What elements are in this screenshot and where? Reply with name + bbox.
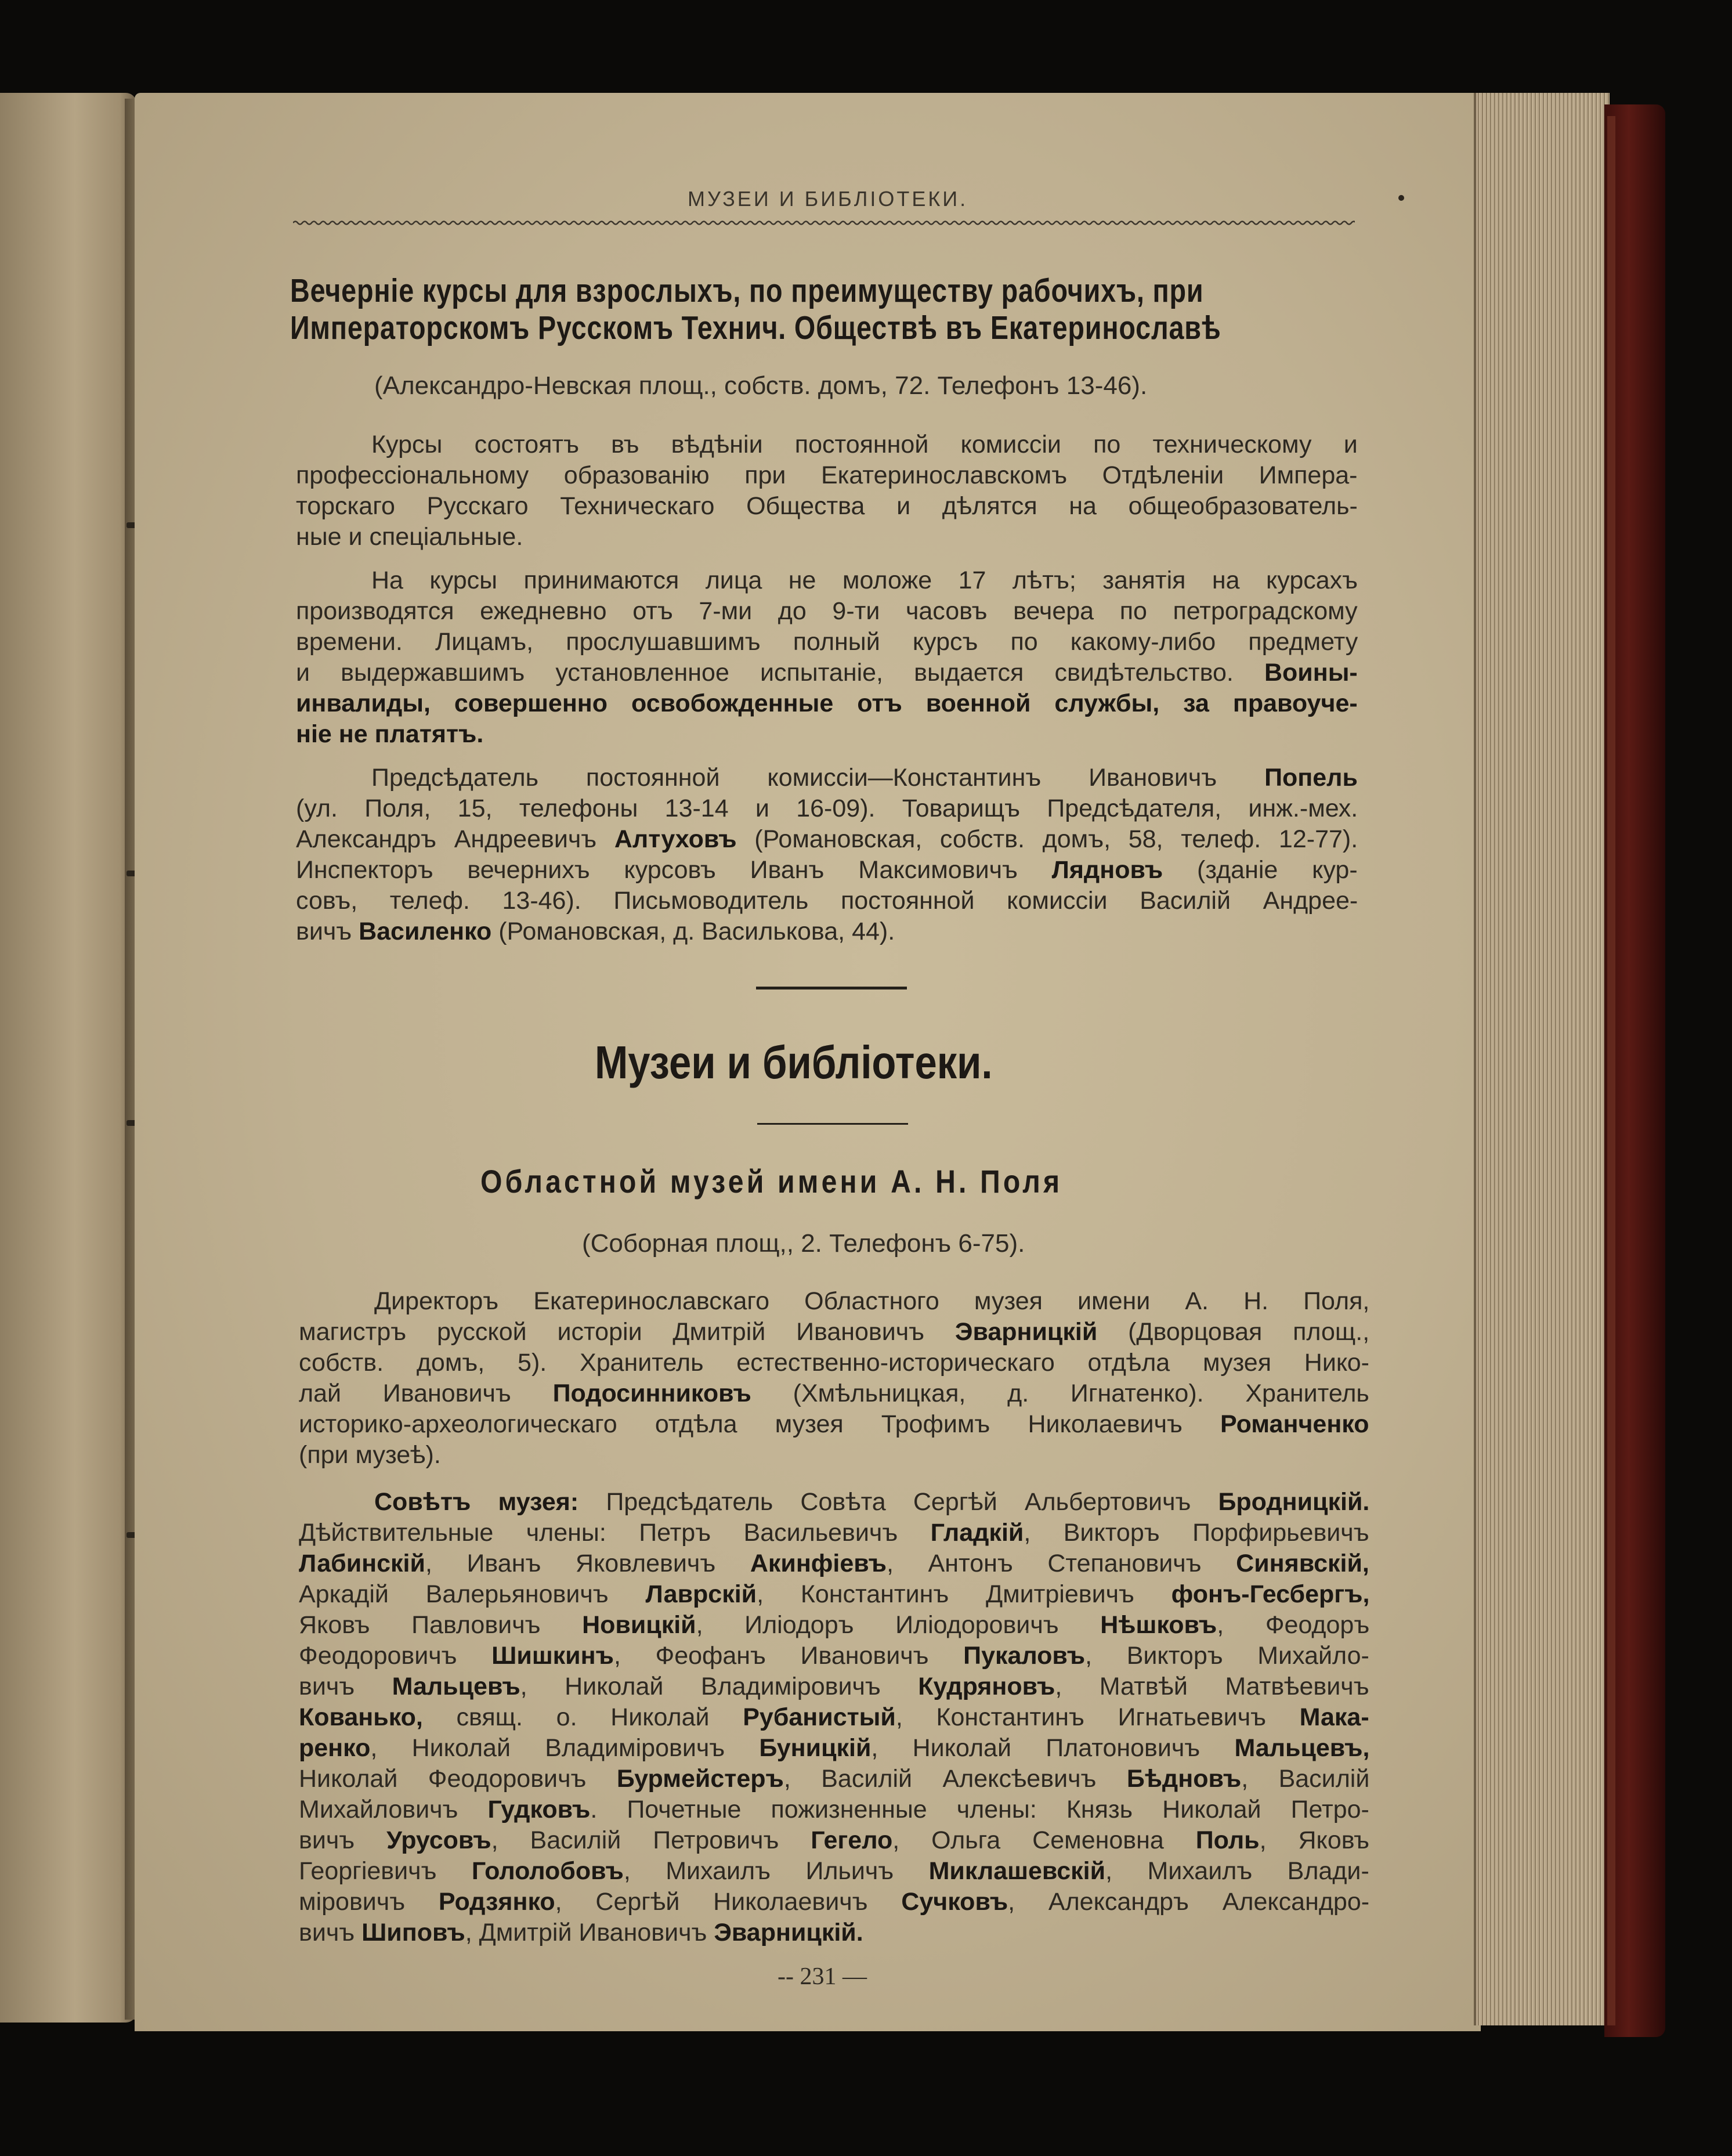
text-run: (Хмѣльницкая, д. Игнатенко). Хранитель <box>751 1379 1369 1407</box>
text-run: , Феодоръ <box>1217 1611 1370 1639</box>
text-run: , Сергѣй Николаевичъ <box>555 1888 902 1916</box>
bold-text: Мака- <box>1299 1703 1369 1731</box>
text-line <box>299 1349 1369 1377</box>
text-run: На курсы принимаются лица не моложе 17 лѣтъ; занятія на курсахъ <box>371 566 1358 594</box>
text-run: вичъ <box>299 1673 392 1700</box>
text-line <box>299 1826 1369 1855</box>
text-run: Александръ Андреевичъ <box>296 825 614 853</box>
text-run: вичъ <box>299 1826 387 1854</box>
text-run: Феодоровичъ <box>299 1642 492 1670</box>
bold-text: Совѣтъ музея: <box>374 1488 579 1516</box>
text-line <box>299 1734 1369 1763</box>
page-mark-dot <box>1398 195 1404 201</box>
cover-edge <box>1607 116 1615 2025</box>
bold-text: Мальцевъ, <box>1234 1734 1370 1762</box>
text-run: , Александръ Александро- <box>1008 1888 1370 1916</box>
text-run: производятся ежедневно отъ 7-ми до 9-ти часовъ вечера по петроградскому <box>296 597 1358 625</box>
text-run: лай Ивановичъ <box>299 1379 553 1407</box>
text-run: Курсы состоятъ въ вѣдѣніи постоянной комиссіи по техническому и <box>371 431 1358 458</box>
text-line <box>299 1673 1369 1701</box>
text-line <box>371 764 1358 792</box>
bold-text: Акинфіевъ <box>750 1550 887 1577</box>
text-line <box>296 628 1358 656</box>
text-run: (при музеѣ). <box>299 1441 441 1469</box>
text-run: . Почетные пожизненные члены: Князь Николай Петро- <box>590 1796 1369 1823</box>
text-run: , Викторъ Михайло- <box>1085 1642 1369 1670</box>
text-line <box>299 1580 1369 1609</box>
bold-text: Нѣшковъ <box>1100 1611 1217 1639</box>
bold-text: Сучковъ <box>901 1888 1008 1916</box>
text-run: вичъ <box>299 1919 362 1946</box>
bold-text: ренко <box>299 1734 371 1762</box>
bold-text: Бродницкій. <box>1218 1488 1370 1516</box>
bold-text: ніе не платятъ. <box>296 720 484 748</box>
text-line <box>299 1919 863 1947</box>
section2-address: (Соборная площ,, 2. Телефонъ 6-75). <box>582 1229 1025 1258</box>
bold-text: Лабинскій <box>299 1550 425 1577</box>
text-line <box>296 523 523 551</box>
text-run: міровичъ <box>299 1888 439 1916</box>
text-run: Георгіевичъ <box>299 1857 472 1885</box>
text-line <box>299 1857 1369 1886</box>
text-run: , Ольга Семеновна <box>892 1826 1196 1854</box>
text-run: торскаго Русскаго Техническаго Общества и дѣлятся на общеобразователь- <box>296 492 1358 520</box>
section-divider-rule <box>756 987 907 989</box>
title-divider-rule <box>757 1123 908 1125</box>
text-run: Михайловичъ <box>299 1796 488 1823</box>
section1-title-line1: Вечерніе курсы для взрослыхъ, по преимуществу рабочихъ, при <box>290 272 1204 309</box>
bold-text: Рубанистый <box>743 1703 896 1731</box>
bold-text: Гладкій <box>930 1519 1024 1547</box>
bold-text: Родзянко <box>438 1888 555 1916</box>
text-line <box>371 566 1358 595</box>
text-line <box>299 1642 1369 1670</box>
text-run: , Иліодоръ Иліодоровичъ <box>696 1611 1101 1639</box>
bold-text: Мальцевъ <box>392 1673 520 1700</box>
bold-text: Эварницкій <box>954 1318 1098 1346</box>
bold-text: Попель <box>1264 764 1358 792</box>
text-run: (ул. Поля, 15, телефоны 13-14 и 16-09). Товарищъ Предсѣдателя, инж.-мех. <box>296 794 1358 822</box>
text-line <box>296 492 1358 521</box>
text-run: , Матвѣй Матвѣевичъ <box>1055 1673 1369 1700</box>
bold-text: Пукаловъ <box>963 1642 1086 1670</box>
bold-text: Новицкій <box>582 1611 696 1639</box>
text-run: вичъ <box>296 918 359 945</box>
bold-text: Синявскій, <box>1236 1550 1369 1577</box>
bold-text: Алтуховъ <box>614 825 737 853</box>
text-line <box>296 825 1358 854</box>
main-title: Музеи и библіотеки. <box>595 1037 993 1088</box>
text-run: , Николай Владиміровичъ <box>520 1673 919 1700</box>
text-run: , Михаилъ Влади- <box>1105 1857 1369 1885</box>
text-line <box>299 1796 1369 1824</box>
text-run: , Дмитрій Ивановичъ <box>465 1919 714 1946</box>
text-run: времени. Лицамъ, прослушавшимъ полный курсъ по какому-либо предмету <box>296 628 1358 656</box>
bold-text: Кованько, <box>299 1703 423 1731</box>
text-run: , Василій Алексѣевичъ <box>783 1765 1127 1793</box>
bold-text: Лаврскій <box>645 1580 757 1608</box>
text-run: собств. домъ, 5). Хранитель естественно-историческаго отдѣла музея Никo- <box>299 1349 1369 1377</box>
text-line <box>296 659 1358 687</box>
text-run: свящ. о. Николай <box>422 1703 743 1731</box>
text-run: Инспекторъ вечернихъ курсовъ Иванъ Максимовичъ <box>296 856 1052 884</box>
header-wavy-rule <box>293 219 1355 226</box>
bold-text: Миклашевскій <box>928 1857 1106 1885</box>
text-run: Яковъ Павловичъ <box>299 1611 583 1639</box>
bold-text: инвалиды, совершенно освобожденные отъ военной службы, за правоуче- <box>296 689 1358 717</box>
text-line <box>299 1765 1369 1793</box>
bold-text: Эварницкій. <box>714 1919 863 1946</box>
text-run: (Романовская, д. Василькова, 44). <box>491 918 895 945</box>
text-run: Аркадій Валерьяновичъ <box>299 1580 646 1608</box>
bold-text: Романченко <box>1220 1410 1369 1438</box>
bold-text: Воины- <box>1264 659 1358 687</box>
section1-title-line2: Императорскомъ Русскомъ Технич. Обществѣ въ Екатеринославѣ <box>290 309 1221 346</box>
text-run: , Николай Владиміровичъ <box>370 1734 760 1762</box>
text-run: , Иванъ Яковлевичъ <box>425 1550 750 1577</box>
text-run: , Яковъ <box>1259 1826 1370 1854</box>
bold-text: Урусовъ <box>386 1826 491 1854</box>
bold-text: Кудряновъ <box>918 1673 1055 1700</box>
text-line <box>296 918 895 946</box>
text-run: , Антонъ Степановичъ <box>887 1550 1236 1577</box>
bold-text: Гололобовъ <box>471 1857 624 1885</box>
text-line <box>374 1287 1369 1316</box>
text-run: , Феофанъ Ивановичъ <box>613 1642 964 1670</box>
text-line <box>299 1703 1369 1732</box>
text-line <box>296 720 483 749</box>
bold-text: Шиповъ <box>361 1919 465 1946</box>
bold-text: Бѣдновъ <box>1126 1765 1242 1793</box>
text-run: Предсѣдатель Совѣта Сергѣй Альбертовичъ <box>578 1488 1218 1516</box>
text-line <box>299 1318 1369 1346</box>
bold-text: Бурмейстеръ <box>616 1765 784 1793</box>
left-page-edge <box>0 93 136 2023</box>
text-run: Предсѣдатель постоянной комиссіи—Константинъ Ивановичъ <box>371 764 1265 792</box>
text-line <box>296 597 1358 626</box>
text-run: , Михаилъ Ильичъ <box>623 1857 929 1885</box>
text-run: ные и спеціальные. <box>296 523 523 551</box>
section1-address: (Александро-Невская площ., собств. домъ, 72. Телефонъ 13-46). <box>374 371 1148 400</box>
text-run: Дѣйствительные члены: Петръ Васильевичъ <box>299 1519 931 1547</box>
bold-text: фонъ-Гесбергъ, <box>1171 1580 1370 1608</box>
text-run: совъ, телеф. 13-46). Письмоводитель постоянной комиссіи Василій Андрее- <box>296 887 1358 915</box>
text-line <box>299 1410 1369 1439</box>
text-line <box>296 794 1358 823</box>
section2-title: Областной музей имени А. Н. Поля <box>480 1163 1063 1200</box>
bold-text: Гудковъ <box>487 1796 591 1823</box>
text-run: профессіональному образованію при Екатеринославскомъ Отдѣленіи Импера- <box>296 461 1358 489</box>
bold-text: Василенко <box>359 918 492 945</box>
text-line <box>299 1441 441 1469</box>
text-line <box>296 887 1358 915</box>
text-run: (Дворцовая площ., <box>1097 1318 1370 1346</box>
text-run: , Василій <box>1241 1765 1370 1793</box>
text-line <box>299 1519 1369 1547</box>
text-run: (зданіе кур- <box>1163 856 1358 884</box>
text-run: (Романовская, собств. домъ, 58, телеф. 12-77). <box>736 825 1358 853</box>
bold-text: Шишкинъ <box>491 1642 614 1670</box>
text-line <box>371 431 1358 459</box>
text-run: магистръ русской исторіи Дмитрій Ивановичъ <box>299 1318 955 1346</box>
bold-text: Поль <box>1195 1826 1260 1854</box>
text-line <box>374 1488 1369 1516</box>
running-header: МУЗЕИ И БИБЛІОТЕКИ. <box>688 187 968 211</box>
text-run: , Викторъ Порфирьевичъ <box>1024 1519 1369 1547</box>
text-run: Директоръ Екатеринославскаго Областного музея имени А. Н. Поля, <box>374 1287 1370 1315</box>
text-run: , Николай Платоновичъ <box>871 1734 1235 1762</box>
text-run: , Константинъ Дмитріевичъ <box>757 1580 1171 1608</box>
bold-text: Гегело <box>811 1826 893 1854</box>
page-number: -- 231 — <box>778 1963 867 1990</box>
bold-text: Подосинниковъ <box>552 1379 751 1407</box>
text-run: и выдержавшимъ установленное испытаніе, выдается свидѣтельство. <box>296 659 1264 687</box>
text-run: историко-археологическаго отдѣла музея Трофимъ Николаевичъ <box>299 1410 1220 1438</box>
text-line <box>299 1611 1369 1639</box>
text-line <box>296 461 1358 490</box>
bold-text: Буницкій <box>759 1734 872 1762</box>
text-line <box>299 1379 1369 1408</box>
text-run: , Василій Петровичъ <box>491 1826 811 1854</box>
text-line <box>296 856 1358 884</box>
text-line <box>299 1550 1369 1578</box>
page-edges <box>1474 93 1610 2025</box>
text-line <box>299 1888 1369 1916</box>
bold-text: Лядновъ <box>1051 856 1163 884</box>
text-line <box>296 689 1358 718</box>
text-run: Николай Феодоровичъ <box>299 1765 617 1793</box>
text-run: , Константинъ Игнатьевичъ <box>895 1703 1300 1731</box>
